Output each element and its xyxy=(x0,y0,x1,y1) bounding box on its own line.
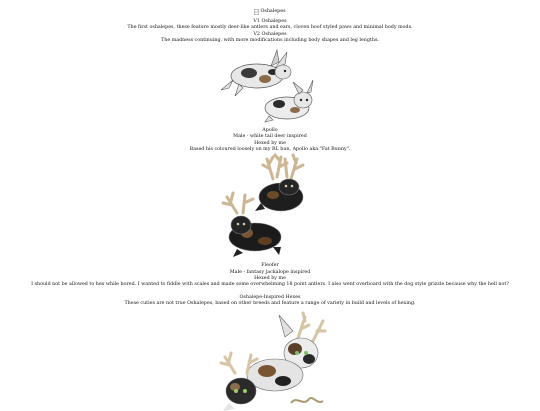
apollo-pose-lower xyxy=(265,80,313,122)
header-image-alt: Oshalepes xyxy=(260,9,286,14)
fleofer-pose-upper xyxy=(255,155,303,211)
apollo-pose-upper xyxy=(221,50,291,96)
hexes-description: These cuties are not true Oshalepes, based on other breeds and feature a range of variety in build and levels of hexing. xyxy=(124,300,416,306)
fleofer-name: Fleofer xyxy=(261,263,279,269)
fleofer-credit: Hexed by me xyxy=(254,275,286,281)
v1-description: The first oshalepes, these feature mostly deer-like antlers and ears, cloven hoof styled paws and minimal body mods. xyxy=(127,25,413,31)
v2-description: The madness continuing, with more modifications including body shapes and leg lengths. xyxy=(161,37,379,43)
fleofer-note: I should not be allowed to hex while bored. I wanted to fiddle with scales and made some overwhelming 18 point antlers. I also went overboard with the dog style grizzle because why the hell not? xyxy=(31,282,509,288)
v1-title: V1 Oshalepes xyxy=(253,19,287,24)
broken-image-icon xyxy=(254,9,259,15)
hexes-title: Oshalepe-Inspired Hexes xyxy=(239,294,301,300)
hexes-artwork xyxy=(205,311,335,411)
apollo-note: Based his coloured loosely on my RL bun, Apollo aka "Fat Bunny". xyxy=(189,147,351,153)
header-image xyxy=(254,9,285,15)
v2-title: V2 Oshalepes xyxy=(253,31,287,37)
artist-signature xyxy=(291,398,323,403)
fleofer-artwork xyxy=(215,153,325,263)
apollo-details: Male - white tail deer inspired xyxy=(233,134,307,140)
hex-cat-left xyxy=(221,353,257,411)
apollo-name: Apollo xyxy=(262,128,278,134)
apollo-credit: Hexed by me xyxy=(254,140,286,146)
hex-cat-right xyxy=(247,313,325,391)
fleofer-details: Male - fantasy jackalope inspired xyxy=(229,269,311,275)
apollo-artwork xyxy=(215,44,325,128)
